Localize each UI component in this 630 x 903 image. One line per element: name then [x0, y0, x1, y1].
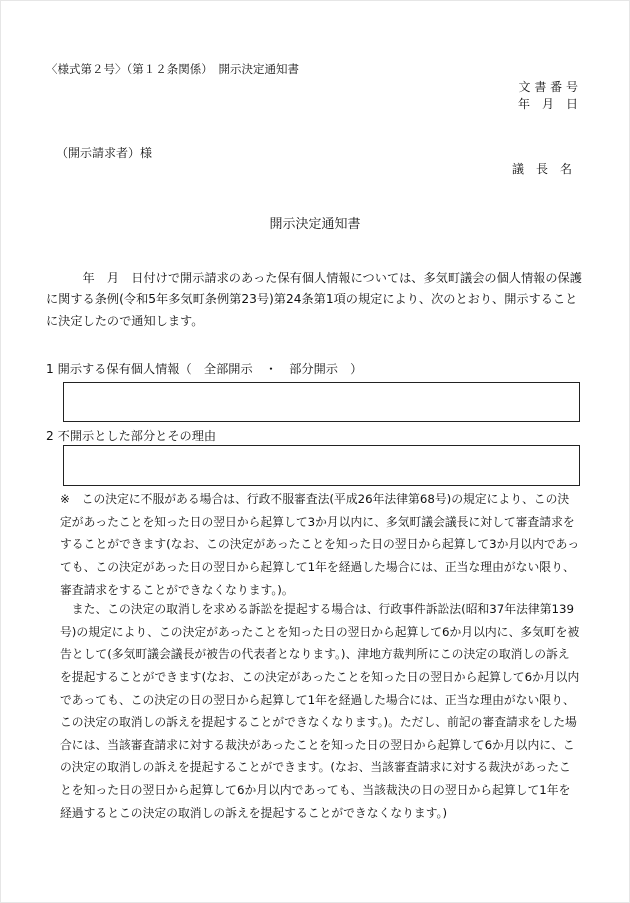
section-2-box[interactable]	[63, 445, 580, 486]
document-number: 文 書 番 号	[518, 80, 578, 94]
date-line: 年 月 日	[517, 97, 578, 111]
note-1: ※ この決定に不服がある場合は、行政不服審査法(平成26年法律第68号)の規定により、この決定があったことを知った日の翌日から起算して3か月以内に、多気町議会議長に対して審査請求をすることができます(なお、この決定があったことを知った日の翌日から起算して3か月以内であっても、この決定があった日の翌日から起算して1年を経過した場合には、正当な理由がない限り、審査請求をすることができなくなります。)。	[60, 492, 580, 597]
section-2-label: 2 不開示とした部分とその理由	[46, 429, 217, 443]
section-1-box[interactable]	[63, 382, 580, 422]
form-label: 〈様式第２号〉（第１２条関係） 開示決定通知書	[46, 62, 299, 76]
section-1-label: 1 開示する保有個人情報（ 全部開示 ・ 部分開示 ）	[46, 362, 363, 376]
body-paragraph: 年 月 日付けで開示請求のあった保有個人情報については、多気町議会の個人情報の保護に関する条例(令和5年多気町条例第23号)第24条第1項の規定により、次のとおり、開示することに決定したので通知します。	[46, 271, 582, 328]
page-title: 開示決定通知書	[269, 217, 361, 232]
sender-name: 議 長 名	[511, 162, 572, 176]
recipient-name: （開示請求者）様	[56, 146, 153, 160]
note-2: また、この決定の取消しを求める訴訟を提起する場合は、行政事件訴訟法(昭和37年法律第139号)の規定により、この決定があったことを知った日の翌日から起算して6か月以内に、多気町を被告として(多気町議会議長が被告の代表者となります。)、津地方裁判所にこの決定の取消しの訴えを提起することができます(なお、この決定があったことを知った日の翌日から起算して6か月以内であっても、この決定の日の翌日から起算して1年を経過した場合には、正当な理由がない限り、この決定の取消しの訴えを提起することができなくなります。)。ただし、前記の審査請求をした場合には、当該審査請求に対する裁決があったことを知った日の翌日から起算して6か月以内に、この決定の取消しの訴えを提起することができます。(なお、当該審査請求に対する裁決があったことを知った日の翌日から起算して6か月以内であっても、当該裁決の日の翌日から起算して1年を経過するとこの決定の取消しの訴えを提起することができなくなります。)	[60, 602, 580, 820]
